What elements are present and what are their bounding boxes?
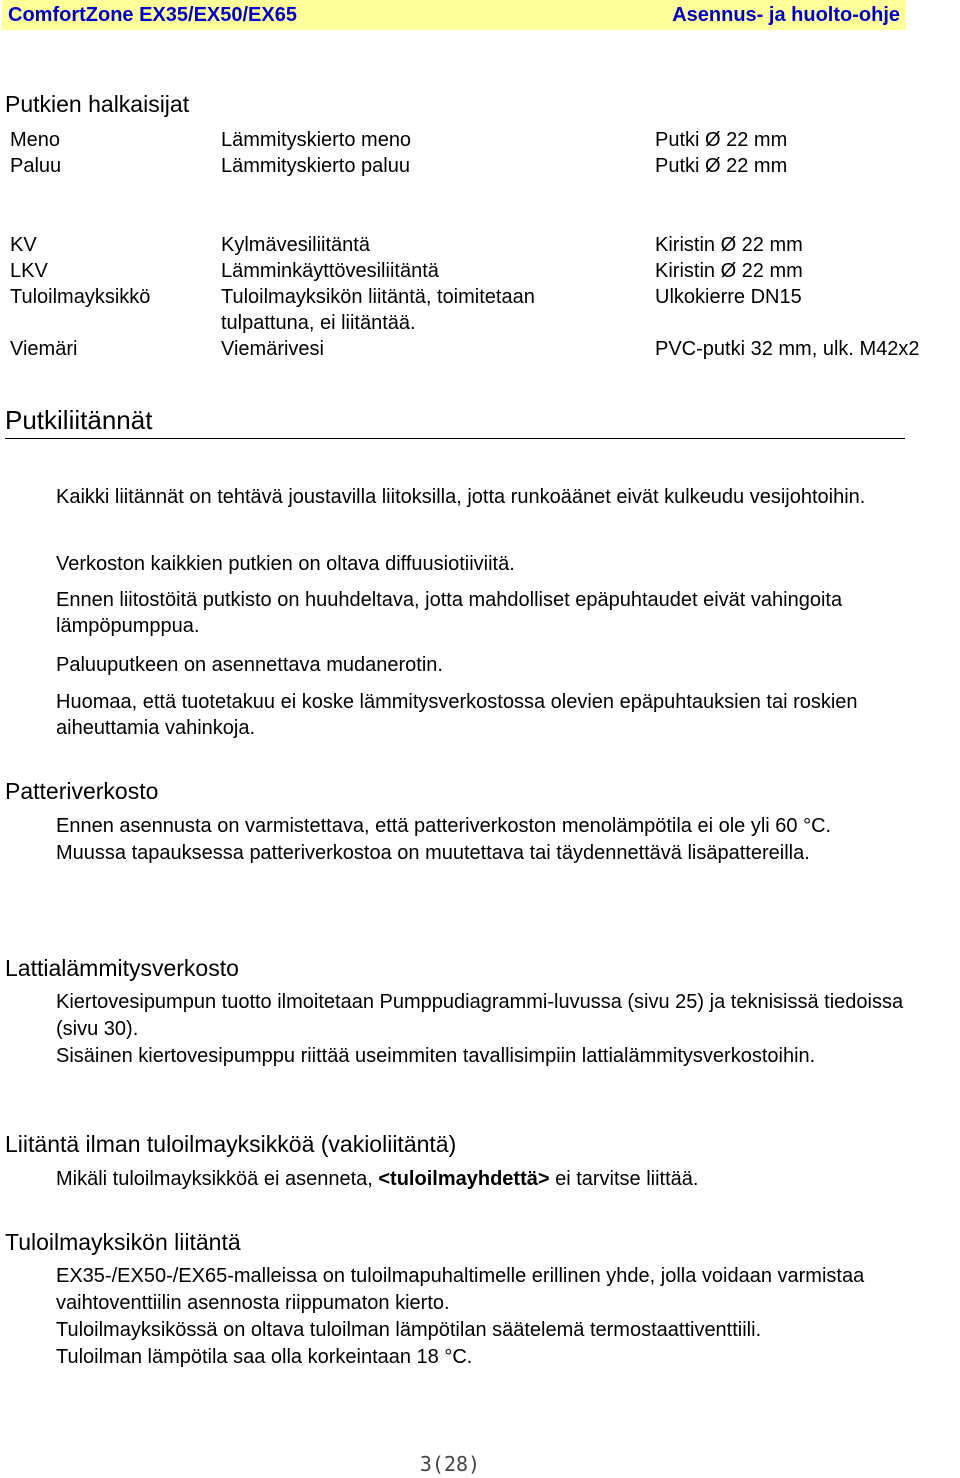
- paragraph: EX35-/EX50-/EX65-malleissa on tuloilmapuhaltimelle erillinen yhde, jolla voidaan varmistaa vaihtoventtiilin asennosta riippumaton kierto.: [56, 1265, 865, 1314]
- connection-code-bold: <tuloilmayhdettä>: [378, 1168, 550, 1190]
- connection-desc-line2: tulpattuna, ei liitäntää.: [221, 312, 416, 334]
- pipe-sizes-table: [10, 127, 787, 179]
- lattialammitys-text: [56, 989, 916, 1070]
- document-header: [2, 0, 906, 30]
- putkiliitannat-title: Putkiliitännät: [5, 405, 153, 435]
- pipe-sizes-title: Putkien halkaisijat: [5, 91, 190, 117]
- connection-spec: PVC-putki 32 mm, ulk. M42x2: [655, 338, 920, 360]
- connection-desc-line1: Tuloilmayksikön liitäntä, toimitetaan: [221, 286, 535, 308]
- table-row: [10, 336, 920, 362]
- paragraph: Verkoston kaikkien putkien on oltava diffuusiotiiviitä.: [56, 553, 515, 575]
- paragraph: Ennen asennusta on varmistettava, että patteriverkoston menolämpötila ei ole yli 60 °C.: [56, 815, 832, 837]
- table-row: [10, 153, 787, 179]
- patteriverkosto-title: Patteriverkosto: [5, 778, 159, 804]
- paragraph: Tuloilmayksikössä on oltava tuloilman lämpötilan säätelemä termostaattiventtiili.: [56, 1319, 762, 1341]
- connection-desc: Viemärivesi: [221, 338, 324, 360]
- paragraph: Huomaa, että tuotetakuu ei koske lämmitysverkostossa olevien epäpuhtauksien tai roskien aiheuttamia vahinkoja.: [56, 691, 858, 739]
- connection-code: Viemäri: [10, 338, 78, 360]
- connection-code: LKV: [10, 260, 48, 282]
- section-divider: [5, 438, 905, 439]
- paragraph: Sisäinen kiertovesipumppu riittää useimmiten tavallisimpiin lattialämmitysverkostoihin.: [56, 1045, 816, 1067]
- product-name: ComfortZone EX35/EX50/EX65: [8, 4, 297, 26]
- connection-spec: Ulkokierre DN15: [655, 286, 802, 308]
- connections-table: [10, 232, 920, 362]
- table-row: [10, 232, 920, 258]
- pipe-code: Paluu: [10, 155, 62, 177]
- pipe-desc: Lämmityskierto meno: [221, 129, 412, 151]
- page-number: 3(28): [419, 1452, 481, 1476]
- paragraph: Ennen liitostöitä putkisto on huuhdeltava, jotta mahdolliset epäpuhtaudet eivät vahingoita lämpöpumppua.: [56, 589, 843, 637]
- pipe-desc: Lämmityskierto paluu: [221, 155, 410, 177]
- tuloilmayksikon-liitanta-title: Tuloilmayksikön liitäntä: [5, 1229, 241, 1255]
- lattialammitys-title: Lattialämmitysverkosto: [5, 955, 239, 981]
- text-segment: Mikäli tuloilmayksikköä ei asenneta,: [56, 1168, 379, 1190]
- table-row: [10, 284, 920, 336]
- vakioliitanta-title: Liitäntä ilman tuloilmayksikköä (vakioliitäntä): [5, 1131, 457, 1157]
- text-segment: ei tarvitse liittää.: [549, 1168, 699, 1190]
- connection-code: Tuloilmayksikkö: [10, 286, 151, 308]
- patteriverkosto-text: [56, 813, 916, 867]
- connection-desc: Lämminkäyttövesiliitäntä: [221, 260, 439, 282]
- table-row: [10, 258, 920, 284]
- pipe-code: Meno: [10, 129, 61, 151]
- tuloilmayksikon-liitanta-text: [56, 1263, 916, 1371]
- paragraph: Paluuputkeen on asennettava mudanerotin.: [56, 654, 443, 676]
- paragraph: Kiertovesipumpun tuotto ilmoitetaan Pumppudiagrammi-luvussa (sivu 25) ja teknisissä tiedoissa (sivu 30).: [56, 991, 904, 1040]
- table-row: [10, 127, 787, 153]
- paragraph: Muussa tapauksessa patteriverkostoa on muutettava tai täydennettävä lisäpattereilla.: [56, 842, 810, 864]
- connection-code: KV: [10, 234, 37, 256]
- paragraph: Tuloilman lämpötila saa olla korkeintaan 18 °C.: [56, 1346, 473, 1368]
- pipe-spec: Putki Ø 22 mm: [655, 129, 788, 151]
- connection-desc: [221, 284, 655, 336]
- connection-spec: Kiristin Ø 22 mm: [655, 260, 803, 282]
- pipe-spec: Putki Ø 22 mm: [655, 155, 788, 177]
- document-type: Asennus- ja huolto-ohje: [672, 4, 900, 26]
- paragraph: Kaikki liitännät on tehtävä joustavilla liitoksilla, jotta runkoäänet eivät kulkeudu vesijohtoihin.: [56, 486, 866, 508]
- vakioliitanta-text: [56, 1166, 916, 1192]
- connection-spec: Kiristin Ø 22 mm: [655, 234, 803, 256]
- connection-desc: Kylmävesiliitäntä: [221, 234, 370, 256]
